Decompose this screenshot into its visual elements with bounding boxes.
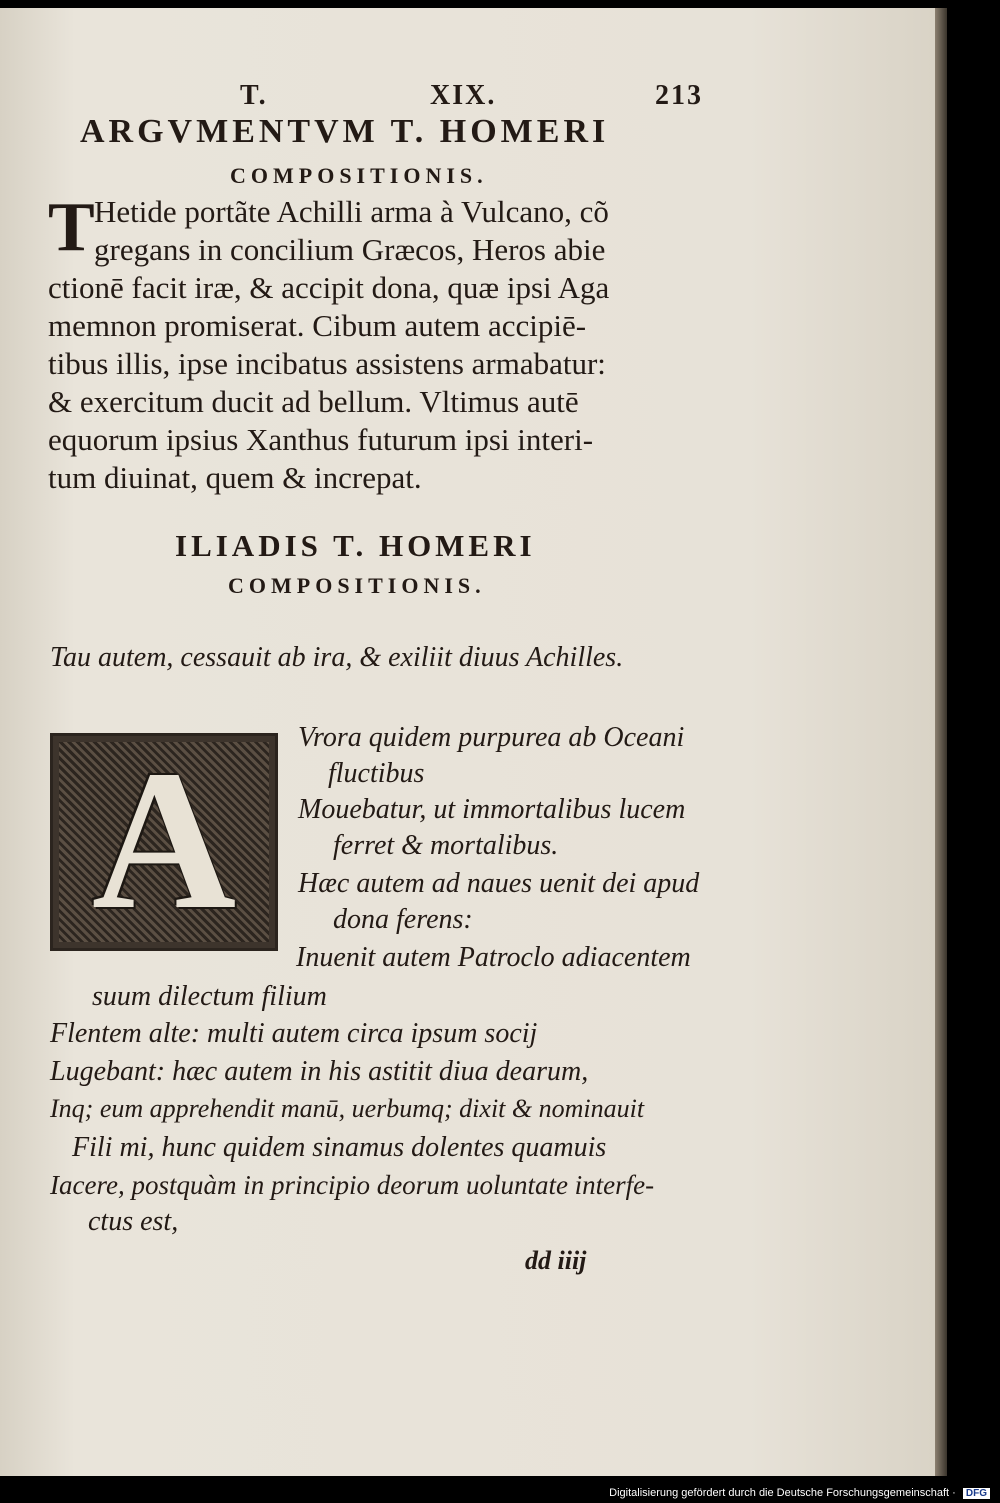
verse-line: Flentem alte: multi autem circa ipsum socij bbox=[50, 1018, 538, 1049]
iliad-title: ILIADIS T. HOMERI bbox=[175, 528, 536, 563]
verse-line: Lugebant: hæc autem in his astitit diua dearum, bbox=[50, 1056, 589, 1087]
verse-line: fluctibus bbox=[328, 758, 425, 789]
verse-line: Hæc autem ad naues uenit dei apud bbox=[298, 868, 700, 899]
argument-subtitle: COMPOSITIONIS. bbox=[230, 163, 488, 188]
verse-line: dona ferens: bbox=[333, 904, 473, 935]
running-head-center: XIX. bbox=[430, 80, 497, 111]
argument-body bbox=[48, 189, 718, 497]
argument-line: gregans in concilium Græcos, Heros abie bbox=[94, 232, 606, 267]
argument-line: tum diuinat, quem & increpat. bbox=[48, 460, 422, 495]
verse-line: Inq; eum apprehendit manū, uerbumq; dixit & nominauit bbox=[50, 1094, 645, 1123]
running-head-left: T. bbox=[240, 80, 268, 111]
footer-text: Digitalisierung gefördert durch die Deutsche Forschungsgemeinschaft bbox=[609, 1487, 950, 1499]
footer-credit: Digitalisierung gefördert durch die Deutsche Forschungsgemeinschaft · DFG bbox=[609, 1487, 990, 1499]
verse-line: Mouebatur, ut immortalibus lucem bbox=[298, 794, 686, 825]
argument-title: ARGVMENTVM T. HOMERI bbox=[80, 113, 610, 150]
catchword-signature: dd iiij bbox=[525, 1246, 587, 1275]
verse-line: ferret & mortalibus. bbox=[333, 830, 559, 861]
argument-line: ctionē facit iræ, & accipit dona, quæ ipsi Aga bbox=[48, 270, 610, 305]
verse-line: Fili mi, hunc quidem sinamus dolentes quamuis bbox=[72, 1132, 607, 1163]
argument-line: equorum ipsius Xanthus futurum ipsi interi- bbox=[48, 422, 594, 457]
verse-line: Inuenit autem Patroclo adiacentem bbox=[296, 942, 691, 973]
page-edge bbox=[935, 8, 947, 1476]
dfg-logo: DFG bbox=[963, 1488, 990, 1499]
book-page bbox=[0, 8, 935, 1476]
verse-line: ctus est, bbox=[88, 1206, 179, 1237]
page-number: 213 bbox=[655, 80, 703, 111]
verse-line: Vrora quidem purpurea ab Oceani bbox=[298, 722, 685, 753]
woodcut-letter: A bbox=[91, 730, 237, 951]
argument-line: memnon promiserat. Cibum autem accipiē- bbox=[48, 308, 587, 343]
argument-line: & exercitum ducit ad bellum. Vltimus autē bbox=[48, 384, 579, 419]
drop-cap-letter: T bbox=[48, 189, 95, 266]
iliad-summary-line: Tau autem, cessauit ab ira, & exiliit diuus Achilles. bbox=[50, 642, 624, 673]
woodcut-initial-image bbox=[50, 730, 278, 951]
iliad-subtitle: COMPOSITIONIS. bbox=[228, 573, 486, 598]
argument-line: Hetide portãte Achilli arma à Vulcano, cõ bbox=[94, 194, 609, 229]
verse-line: Iacere, postquàm in principio deorum uoluntate interfe- bbox=[50, 1170, 655, 1200]
argument-line: tibus illis, ipse incibatus assistens armabatur: bbox=[48, 346, 606, 381]
verse-line: suum dilectum filium bbox=[92, 981, 327, 1012]
